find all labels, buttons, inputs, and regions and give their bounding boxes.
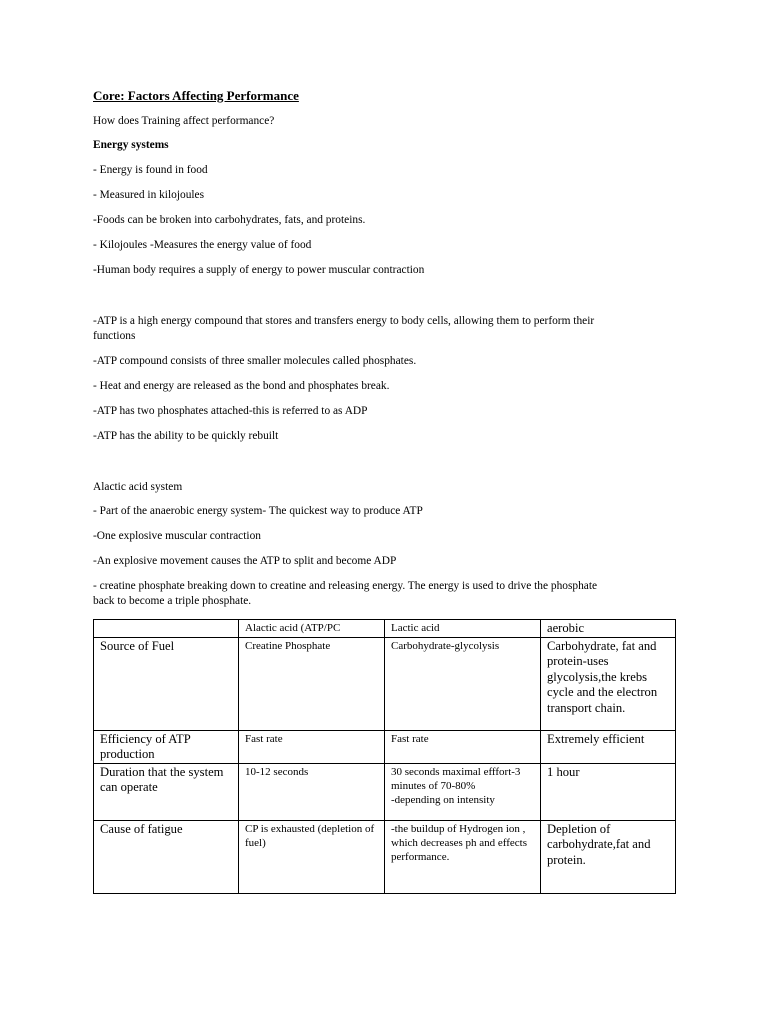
table-row (94, 820, 676, 893)
bullet-line: - Kilojoules -Measures the energy value of food (93, 239, 312, 251)
table-cell: CP is exhausted (depletion of fuel) (239, 820, 385, 893)
table-cell: Fast rate (239, 730, 385, 763)
energy-systems-table (93, 619, 676, 894)
table-row (94, 730, 676, 763)
row-label: Duration that the system can operate (94, 763, 239, 820)
table-cell: Fast rate (385, 730, 541, 763)
bullet-line: -Foods can be broken into carbohydrates, fats, and proteins. (93, 214, 366, 226)
bullet-line: - Measured in kilojoules (93, 189, 205, 201)
row-label: Source of Fuel (94, 637, 239, 730)
row-label: Efficiency of ATP production (94, 730, 239, 763)
atp-line-1: -ATP is a high energy compound that stores and transfers energy to body cells, allowing them to perform their (93, 315, 595, 327)
table-header-row (94, 620, 676, 638)
bullet-line: -One explosive muscular contraction (93, 530, 261, 542)
bullet-line: -Human body requires a supply of energy to power muscular contraction (93, 264, 425, 276)
table-cell: Carbohydrate-glycolysis (385, 637, 541, 730)
document-title: Core: Factors Affecting Performance (93, 88, 299, 103)
table-cell: Carbohydrate, fat and protein-uses glycolysis,the krebs cycle and the electron transport chain. (541, 637, 676, 730)
bullet-line: -ATP has the ability to be quickly rebuilt (93, 430, 279, 442)
question-line: How does Training affect performance? (93, 115, 275, 127)
table-cell: Creatine Phosphate (239, 637, 385, 730)
energy-systems-heading: Energy systems (93, 139, 169, 151)
table-row (94, 637, 676, 730)
atp-line-2: functions (93, 330, 136, 342)
row-label: Cause of fatigue (94, 820, 239, 893)
bullet-line: -ATP compound consists of three smaller molecules called phosphates. (93, 355, 417, 367)
bullet-line: - Heat and energy are released as the bond and phosphates break. (93, 380, 390, 392)
cell-line: 30 seconds maximal efffort-3 minutes of 70-80% (391, 765, 521, 792)
bullet-line: - Part of the anaerobic energy system- The quickest way to produce ATP (93, 505, 423, 517)
table-cell (385, 763, 541, 820)
header-cell-alactic: Alactic acid (ATP/PC (239, 620, 385, 638)
table-cell: 10-12 seconds (239, 763, 385, 820)
cell-line: -depending on intensity (391, 793, 495, 806)
bullet-line: -ATP has two phosphates attached-this is referred to as ADP (93, 405, 368, 417)
creatine-line-1: - creatine phosphate breaking down to creatine and releasing energy. The energy is used to drive the phosphate (93, 580, 598, 592)
alactic-heading: Alactic acid system (93, 481, 183, 493)
bullet-line: -An explosive movement causes the ATP to split and become ADP (93, 555, 397, 567)
header-cell-lactic: Lactic acid (385, 620, 541, 638)
header-cell-aerobic: aerobic (541, 620, 676, 638)
table-row (94, 763, 676, 820)
header-cell-empty (94, 620, 239, 638)
table-cell: Extremely efficient (541, 730, 676, 763)
creatine-line-2: back to become a triple phosphate. (93, 595, 252, 607)
table-cell: 1 hour (541, 763, 676, 820)
table-cell: -the buildup of Hydrogen ion , which decreases ph and effects performance. (385, 820, 541, 893)
bullet-line: - Energy is found in food (93, 164, 208, 176)
table-cell: Depletion of carbohydrate,fat and protein. (541, 820, 676, 893)
